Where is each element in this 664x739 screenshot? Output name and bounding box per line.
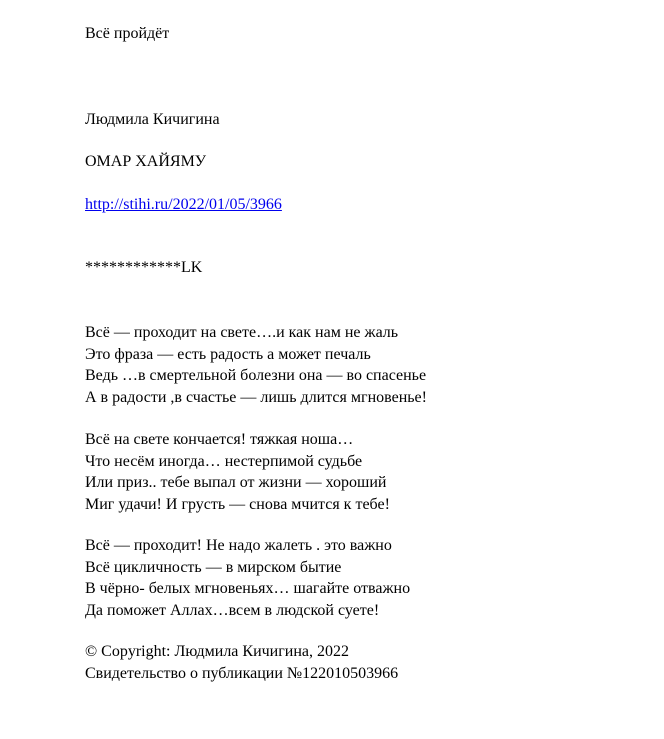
stanza-1 (85, 322, 427, 408)
poem-title: ОМАР ХАЙЯМУ (85, 153, 207, 170)
source-link[interactable]: http://stihi.ru/2022/01/05/3966 (85, 196, 282, 213)
poem-line: Всё — проходит! Не надо жалеть . это важно (85, 537, 392, 554)
poem-line: Всё на свете кончается! тяжкая ноша… (85, 431, 354, 448)
document-header: Всё пройдёт (85, 25, 170, 42)
poem-line: Это фраза — есть радость а может печаль (85, 345, 371, 363)
poem-line: Миг удачи! И грусть — снова мчится к тебе! (85, 495, 390, 513)
separator-line: ************LK (85, 259, 203, 276)
poem-line: Ведь …в смертельной болезни она — во спасенье (85, 367, 427, 385)
poem-line: Что несём иногда… нестерпимой судьбе (85, 452, 363, 470)
author-name: Людмила Кичигина (85, 111, 220, 128)
poem-line: Или приз.. тебе выпал от жизни — хороший (85, 474, 387, 492)
stanza-3 (85, 535, 410, 621)
poem-line: Всё — проходит на свете….и как нам не жаль (85, 324, 399, 341)
poem-line: Всё цикличность — в мирском бытие (85, 558, 342, 576)
poem-line: В чёрно- белых мгновеньях… шагайте отважно (85, 580, 411, 598)
poem-line: А в радости ,в счастье — лишь длится мгновенье! (85, 388, 427, 406)
stanza-2 (85, 429, 390, 515)
poem-line: Да поможет Аллах…всем в людской суете! (85, 601, 380, 619)
copyright-block (85, 641, 398, 684)
publication-certificate: Свидетельство о публикации №122010503966 (85, 664, 399, 682)
copyright-notice: © Copyright: Людмила Кичигина, 2022 (85, 643, 350, 660)
